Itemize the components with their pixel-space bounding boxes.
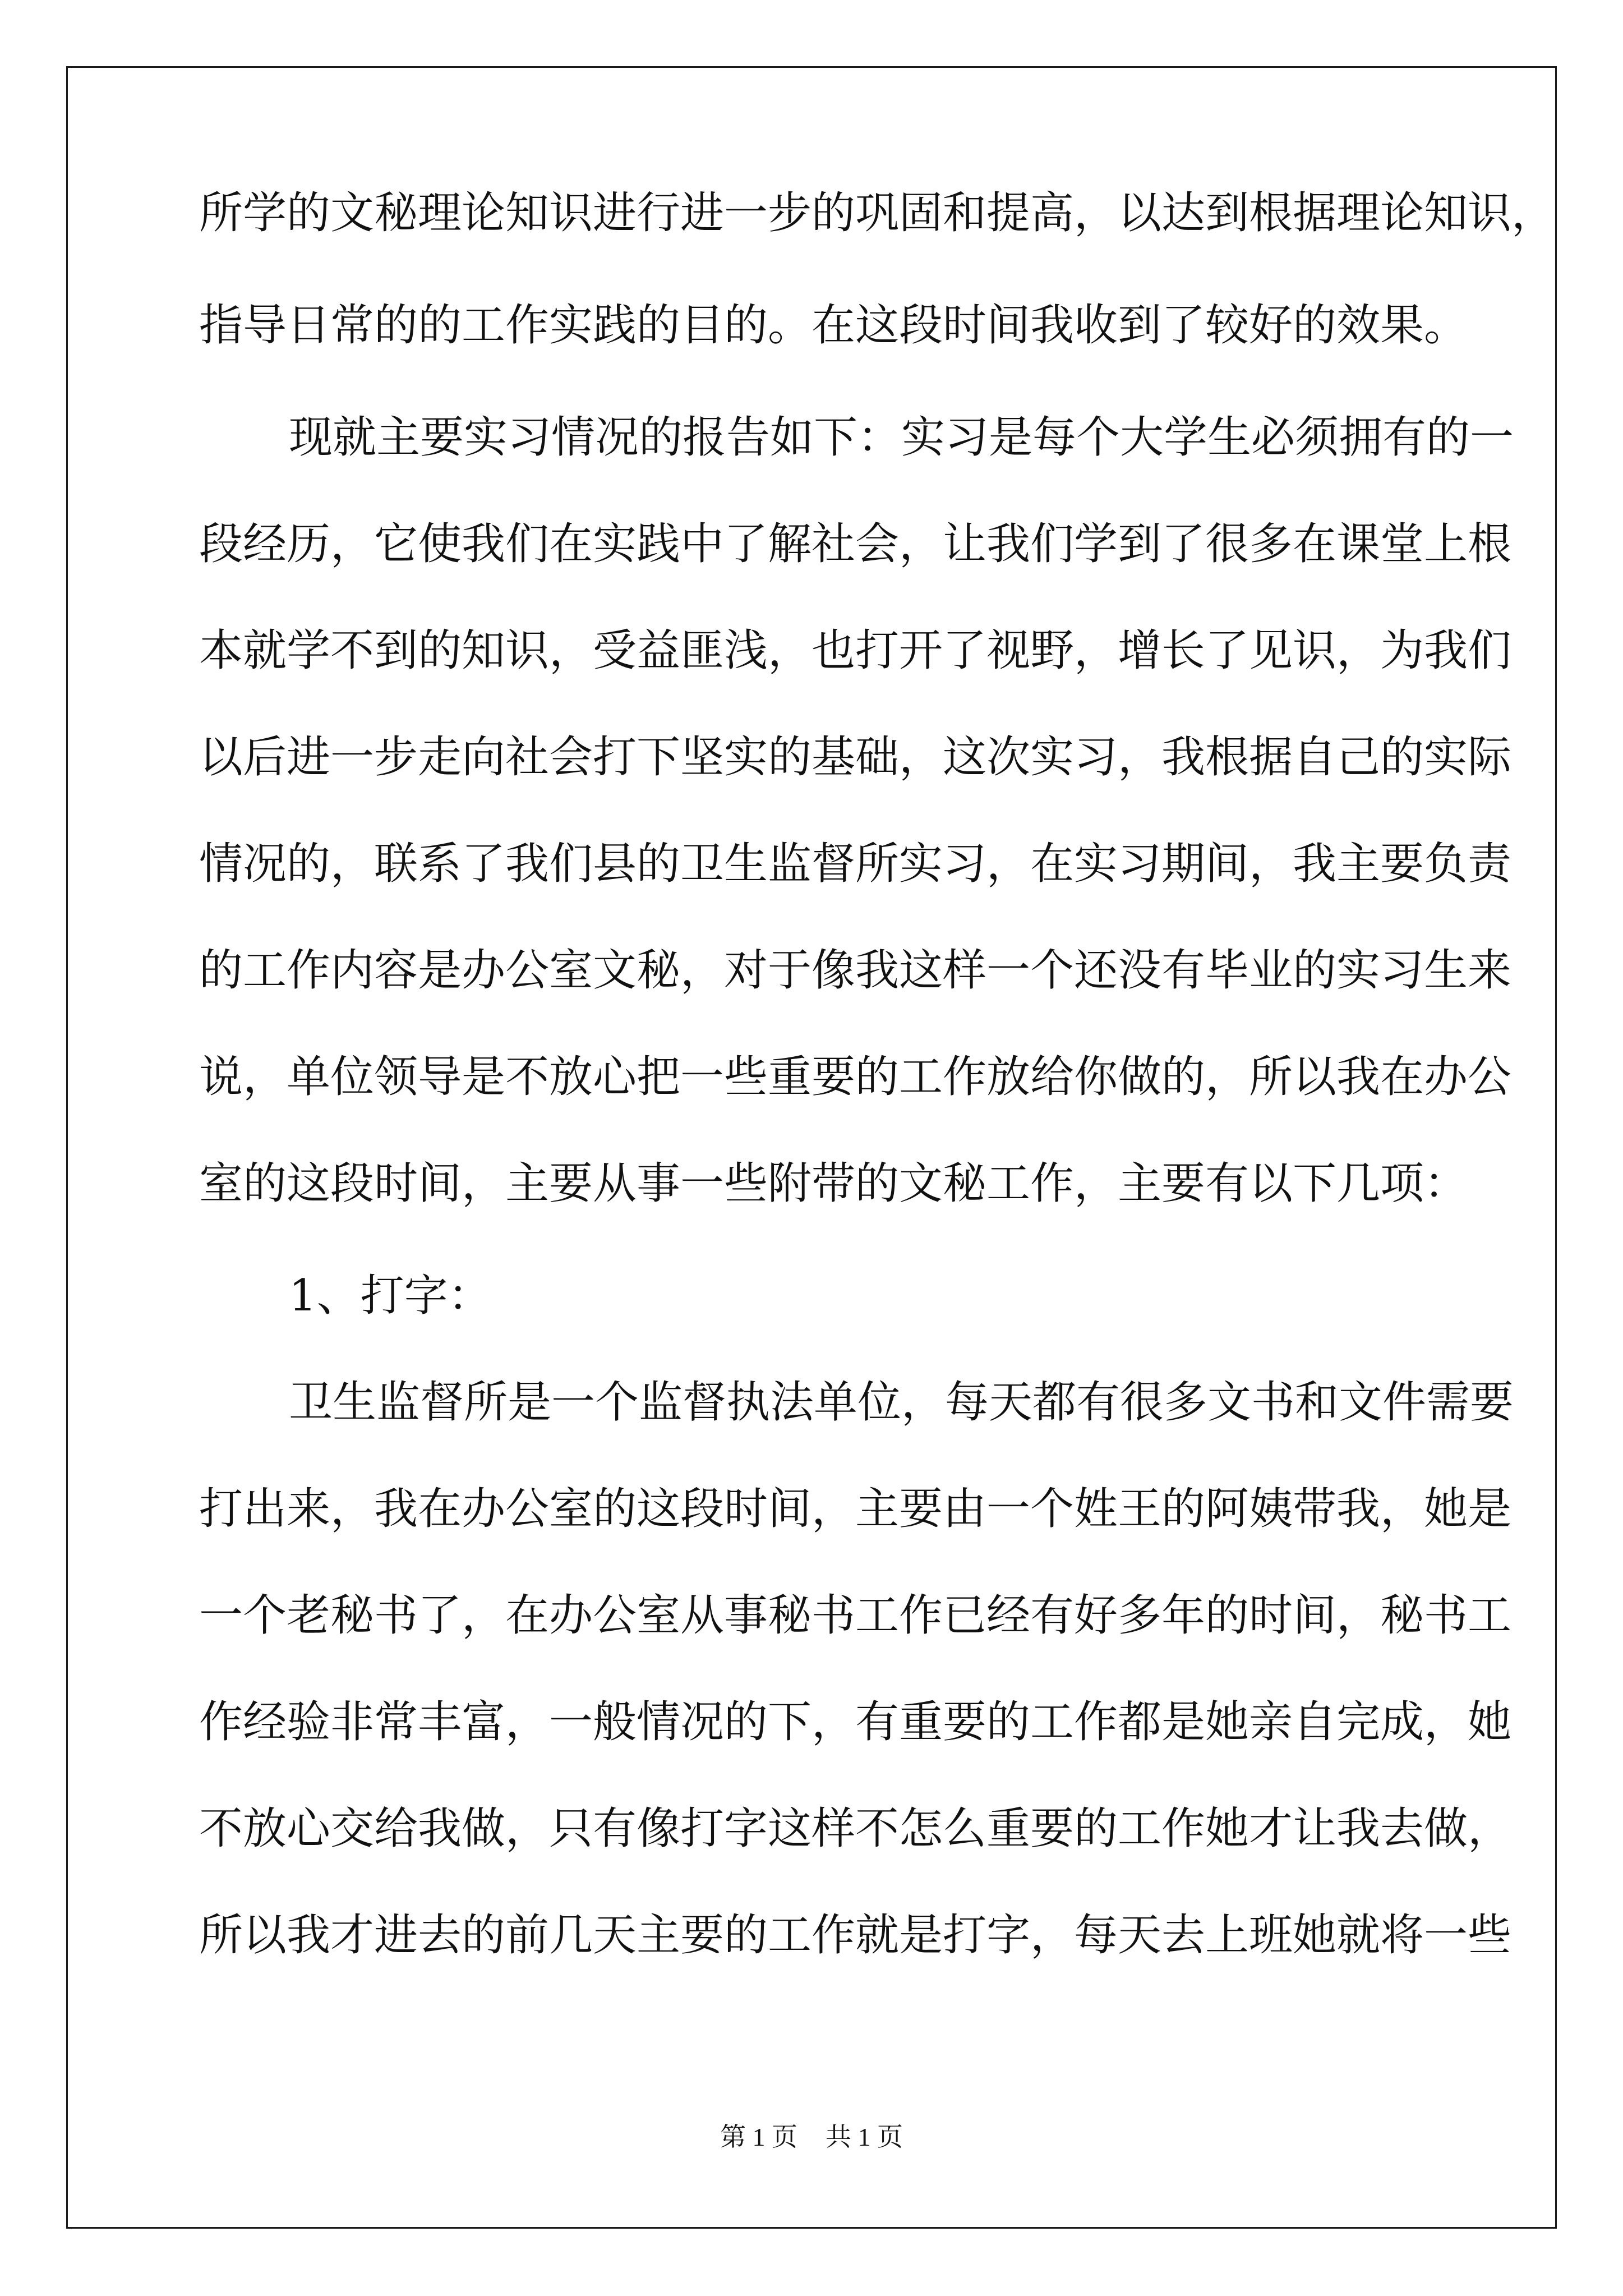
text-line: 室的这段时间，主要从事一些附带的文秘工作，主要有以下几项： — [199, 1158, 1468, 1209]
text-line: 所以我才进去的前几天主要的工作就是打字，每天去上班她就将一些 — [199, 1910, 1512, 1961]
text-line: 本就学不到的知识，受益匪浅，也打开了视野，增长了见识，为我们 — [199, 625, 1512, 676]
paragraph-first-line: 现就主要实习情况的报告如下：实习是每个大学生必须拥有的一 — [289, 412, 1514, 463]
page-border — [66, 66, 1557, 2229]
text-line: 段经历，它使我们在实践中了解社会，让我们学到了很多在课堂上根 — [199, 519, 1512, 569]
text-line: 说，单位领导是不放心把一些重要的工作放给你做的，所以我在办公 — [199, 1052, 1512, 1102]
text-line: 指导日常的的工作实践的目的。在这段时间我收到了较好的效果。 — [199, 300, 1468, 351]
text-line: 的工作内容是办公室文秘，对于像我这样一个还没有毕业的实习生来 — [199, 945, 1512, 996]
list-item-heading: 1、打字： — [289, 1271, 492, 1321]
text-line: 作经验非常丰富，一般情况的下，有重要的工作都是她亲自完成，她 — [199, 1697, 1512, 1747]
page-footer — [0, 2120, 1623, 2154]
text-line: 打出来，我在办公室的这段时间，主要由一个姓王的阿姨带我，她是 — [199, 1484, 1512, 1534]
paragraph-first-line: 卫生监督所是一个监督执法单位，每天都有很多文书和文件需要 — [289, 1377, 1514, 1428]
text-line: 不放心交给我做，只有像打字这样不怎么重要的工作她才让我去做， — [199, 1803, 1512, 1854]
text-line: 一个老秘书了，在办公室从事秘书工作已经有好多年的时间，秘书工 — [199, 1590, 1512, 1641]
text-line: 以后进一步走向社会打下坚实的基础，这次实习，我根据自己的实际 — [199, 732, 1512, 783]
text-line: 情况的，联系了我们县的卫生监督所实习，在实习期间，我主要负责 — [199, 839, 1512, 889]
page-number: 第 1 页 — [720, 2123, 797, 2151]
page-total: 共 1 页 — [826, 2123, 903, 2151]
text-line: 所学的文秘理论知识进行进一步的巩固和提高，以达到根据理论知识， — [199, 188, 1556, 238]
